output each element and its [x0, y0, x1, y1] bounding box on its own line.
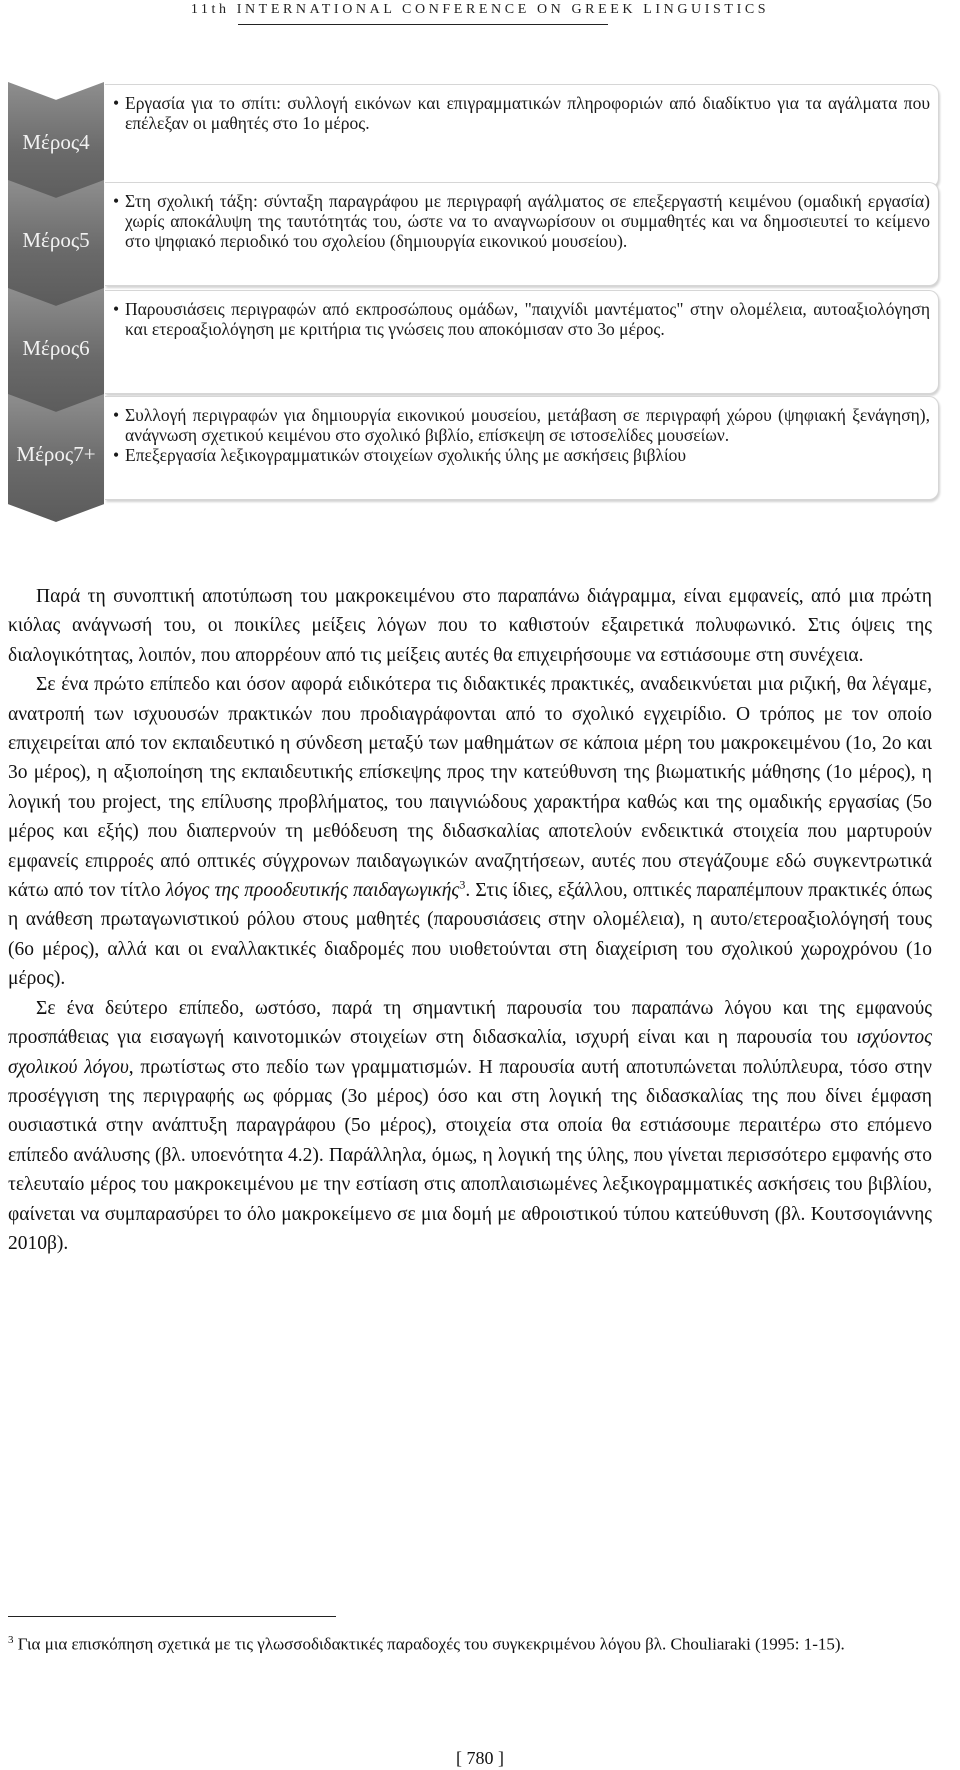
stage-label: Μέρος4 — [22, 130, 90, 154]
stage-bullet: • Εργασία για το σπίτι: συλλογή εικόνων και επιγραμματικών πληροφοριών από διαδίκτυο για τα αγάλματα που επέλεξαν οι μαθητές στο 1ο μέρος. — [113, 93, 930, 133]
stage-box — [105, 290, 939, 394]
stage-bullet: • Στη σχολική τάξη: σύνταξη παραγράφου με περιγραφή αγάλματος σε επεξεργαστή κειμένου (ομαδική εργασία) χωρίς αποκάλυψη της ταυτότητάς του, ώστε να το αναγνωρίσουν οι συμμαθητές και να δημοσιευτεί το κείμενο στο ψηφιακό περιοδικό του σχολείου (δημιουργία εικονικού μουσείου). — [113, 191, 930, 251]
stage-6 — [8, 288, 940, 410]
footnote-text-a: Για μια επισκόπηση σχετικά με τις γλωσσοδιδακτικές παραδοχές του συγκεκριμένου λόγου βλ. — [17, 1634, 667, 1654]
footnote-text-b: Chouliaraki (1995: 1-15). — [670, 1634, 845, 1654]
running-header — [0, 0, 960, 18]
page-number: [ 780 ] — [456, 1748, 504, 1768]
p2-text-a: Σε ένα πρώτο επίπεδο και όσον αφορά ειδικότερα τις διδακτικές πρακτικές, αναδεικνύεται μια ριζική, θα λέγαμε, ανατροπή των ισχυουσών πρακτικών που προδιαγράφονται από το σχολικό εγχειρίδιο. Ο τρόπος με τον οποίο επιχειρείται από τον εκπαιδευτικό η σύνδεση μεταξύ των μαθημάτων σε κάποια μέρη του μακροκειμένου (1ο, 2ο και 3ο μέρος), η αξιοποίηση της εκπαιδευτικής επίσκεψης προς την κατεύθυνση της βιωματικής μάθησης (1ο μέρος), η λογική του project, της επίλυσης προβλήματος, του παιγνιώδους χαρακτήρα καθώς και της ομαδικής εργασίας (5ο μέρος και εξής) που διαπερνούν τη μεθόδευση της διδασκαλίας αποτελούν ενδεικτικά στοιχεία που μαρτυρούν εμφανείς επιρροές από οπτικές σύγχρονων παιδαγωγικών αναζητήσεων, αυτές που στεγάζουμε εδώ συγκεντρωτικά κάτω από τον τίτλο — [8, 674, 932, 902]
header-rule — [238, 24, 608, 25]
stage-bullet: • Παρουσιάσεις περιγραφών από εκπροσώπους ομάδων, "παιχνίδι μαντέματος" στην ολομέλεια, αυτοαξιολόγηση και ετεροαξιολόγηση με κριτήρια τις γνώσεις που αποκόμισαν στο 3ο μέρος. — [113, 299, 930, 339]
p3-text-a: Σε ένα δεύτερο επίπεδο, ωστόσο, παρά τη σημαντική παρουσία του παραπάνω λόγου και της εμφανούς προσπάθειας για εισαγωγή καινοτομικών στοιχείων στη διδασκαλία, ισχυρή είναι και η παρουσία του — [8, 997, 932, 1049]
stage-bullet: • Συλλογή περιγραφών για δημιουργία εικονικού μουσείου, μετάβαση σε περιγραφή χώρου (ψηφιακή ξενάγηση), ανάγνωση σχετικού κειμένου στο σχολικό βιβλίο, επίσκεψη σε ιστοσελίδες μουσείων. — [113, 405, 930, 445]
footnote-marker: 3 — [8, 1634, 14, 1646]
footnote — [8, 1628, 932, 1657]
footnote-ref: 3 — [459, 877, 466, 892]
p2-text-b: . Στις ίδιες, εξάλλου, οπτικές παραπέμπουν πρακτικές όπως η ανάθεση πρωταγωνιστικού ρόλου στους μαθητές (παρουσιάσεις στην ολομέλεια), η αυτο/ετεροαξιολόγησή τους (6ο μέρος), αλλά και οι εναλλακτικές διαδρομές που υιοθετούνται στη διαχείριση του σχολικού χωροχρόνου (1ο μέρος). — [8, 880, 933, 990]
stage-5 — [8, 180, 940, 302]
stage-label: Μέρος6 — [22, 336, 90, 360]
stage-bullet: • Επεξεργασία λεξικογραμματικών στοιχείων σχολικής ύλης με ασκήσεις βιβλίου — [113, 445, 930, 465]
stage-7-plus — [8, 394, 940, 516]
body-text — [8, 582, 932, 1258]
stages-diagram — [8, 82, 940, 572]
p2-italic-term: λόγος της προοδευτικής παιδαγωγικής — [165, 880, 460, 902]
paragraph-1: Παρά τη συνοπτική αποτύπωση του μακροκειμένου στο παραπάνω διάγραμμα, είναι εμφανείς, από μια πρώτη κιόλας ανάγνωσή του, οι ποικίλες μείξεις λόγων που το καθιστούν εξαιρετικά πολυφωνικό. Στις όψεις της διαλογικότητας, λοιπόν, που απορρέουν από τις μείξεις αυτές θα επιχειρήσουμε να εστιάσουμε στη συνέχεια. — [8, 586, 932, 666]
paragraph-2 — [8, 670, 932, 993]
paragraph-3 — [8, 994, 932, 1259]
footnote-rule — [8, 1616, 336, 1617]
p3-italic-term: ισχύοντος σχολικού λόγου — [8, 1027, 932, 1078]
stage-box — [105, 84, 939, 188]
stage-label: Μέρος5 — [22, 228, 90, 252]
stage-label: Μέρος7+ — [16, 442, 96, 466]
p3-text-b: , πρωτίστως στο πεδίο των γραμματισμών. Η παρουσία αυτή αποτυπώνεται πολύπλευρα, τόσο στην προσέγγιση της περιγραφής ως φόρμας (3ο μέρος) όσο και στη λογική της διδασκαλίας της που δίνει έμφαση ουσιαστικά στην ανάπτυξη παραγράφου (5ο μέρος), στοιχεία στα οποία θα εστιάσουμε περαιτέρω στο επόμενο επίπεδο ανάλυσης (βλ. υποενότητα 4.2). Παράλληλα, όμως, η λογική της ύλης, που γίνεται περισσότερο εμφανής στο τελευταίο μέρος του μακροκειμένου με την εστίαση στις αποπλαισιωμένες λεξικογραμματικές ασκήσεις του βιβλίου, φαίνεται να συμπαρασύρει το όλο μακροκείμενο σε μια δομή με αθροιστικού τύπου κατεύθυνση (βλ. Κουτσογιάννης 2010β). — [8, 1056, 932, 1254]
stage-box — [105, 182, 939, 286]
stage-box — [105, 396, 939, 500]
running-head: 11th INTERNATIONAL CONFERENCE ON GREEK LINGUISTICS — [190, 2, 770, 17]
